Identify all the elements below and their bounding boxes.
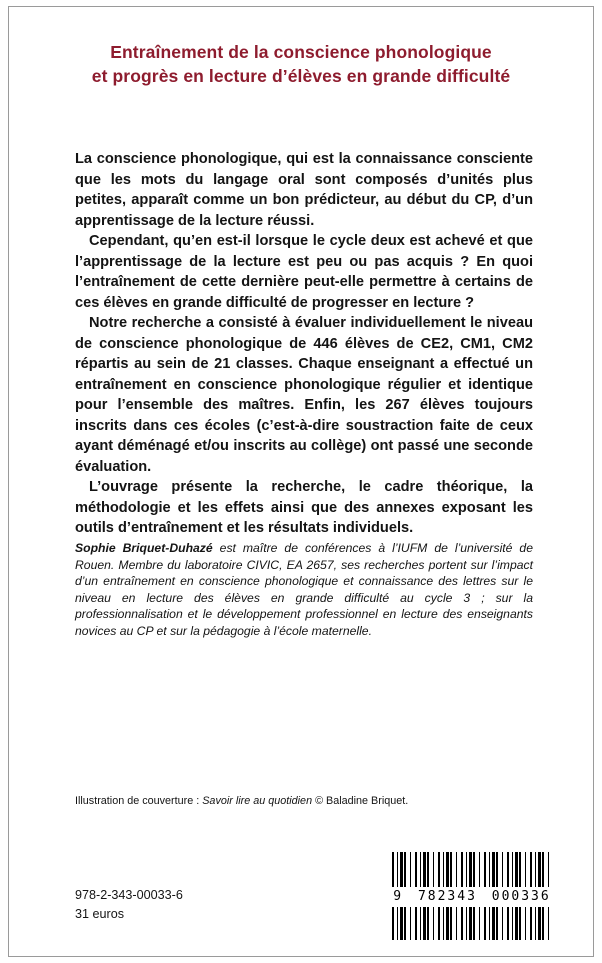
price: 31 euros: [75, 907, 125, 921]
author-bio-text: est maître de conférences à l’IUFM de l’université de Rouen. Membre du laboratoire CIVIC, EA 2657, ses recherches portent sur l’impact d’un entraînement en conscience phonologique et connaissance des lettres sur le niveau en lecture des élèves en grande difficulté au cycle 3 ; sur la professionnalisation et le développement professionnel en lecture des enseignants novices au CP et sur la pédagogie à l’école maternelle.: [75, 541, 533, 638]
isbn-price-block: [75, 886, 183, 924]
barcode: [388, 852, 556, 940]
synopsis-paragraph: Notre recherche a consisté à évaluer individuellement le niveau de conscience phonologique de 446 élèves de CE2, CM1, CM2 répartis au sein de 21 classes. Chaque enseignant a effectué un entraînement en conscience phonologique régulier et identique pour l’ensemble des maîtres. Enfin, les 267 élèves toujours inscrits dans ces écoles (c’est-à-dire soustraction faite de ceux ayant déménagé et/ou inscrits au collège) ont passé une seconde évaluation.: [75, 315, 533, 475]
synopsis-paragraph: La conscience phonologique, qui est la connaissance consciente que les mots du langage oral sont composés d’unités plus petites, apparaît comme un bon prédicteur, au début du CP, d’un apprentissage de la lecture réussi.: [75, 151, 533, 229]
author-bio: [75, 540, 533, 640]
cover-illustration-credit: [75, 794, 475, 808]
title-line-2: et progrès en lecture d’élèves en grande difficulté: [91, 66, 511, 86]
credit-prefix: Illustration de couverture :: [75, 795, 203, 807]
author-name: Sophie Briquet-Duhazé: [75, 541, 213, 555]
synopsis: [75, 149, 533, 539]
isbn: 978-2-343-00033-6: [75, 888, 183, 902]
synopsis-paragraph: L’ouvrage présente la recherche, le cadre théorique, la méthodologie et les effets ainsi que des annexes exposant les outils d’entraînement et les résultats individuels.: [75, 479, 533, 536]
credit-work-title: Savoir lire au quotidien: [202, 795, 313, 807]
credit-suffix: © Baladine Briquet.: [312, 795, 409, 807]
title-line-1: Entraînement de la conscience phonologique: [110, 42, 492, 62]
synopsis-paragraph: Cependant, qu’en est-il lorsque le cycle deux est achevé et que l’apprentissage de la lecture est peu ou pas acquis ? En quoi l’entraînement de cette dernière peut-elle permettre à certains de ces élèves en grande difficulté de progresser en lecture ?: [75, 233, 533, 311]
page-title: [0, 40, 602, 88]
barcode-number: 9 782343 000336: [388, 887, 556, 907]
